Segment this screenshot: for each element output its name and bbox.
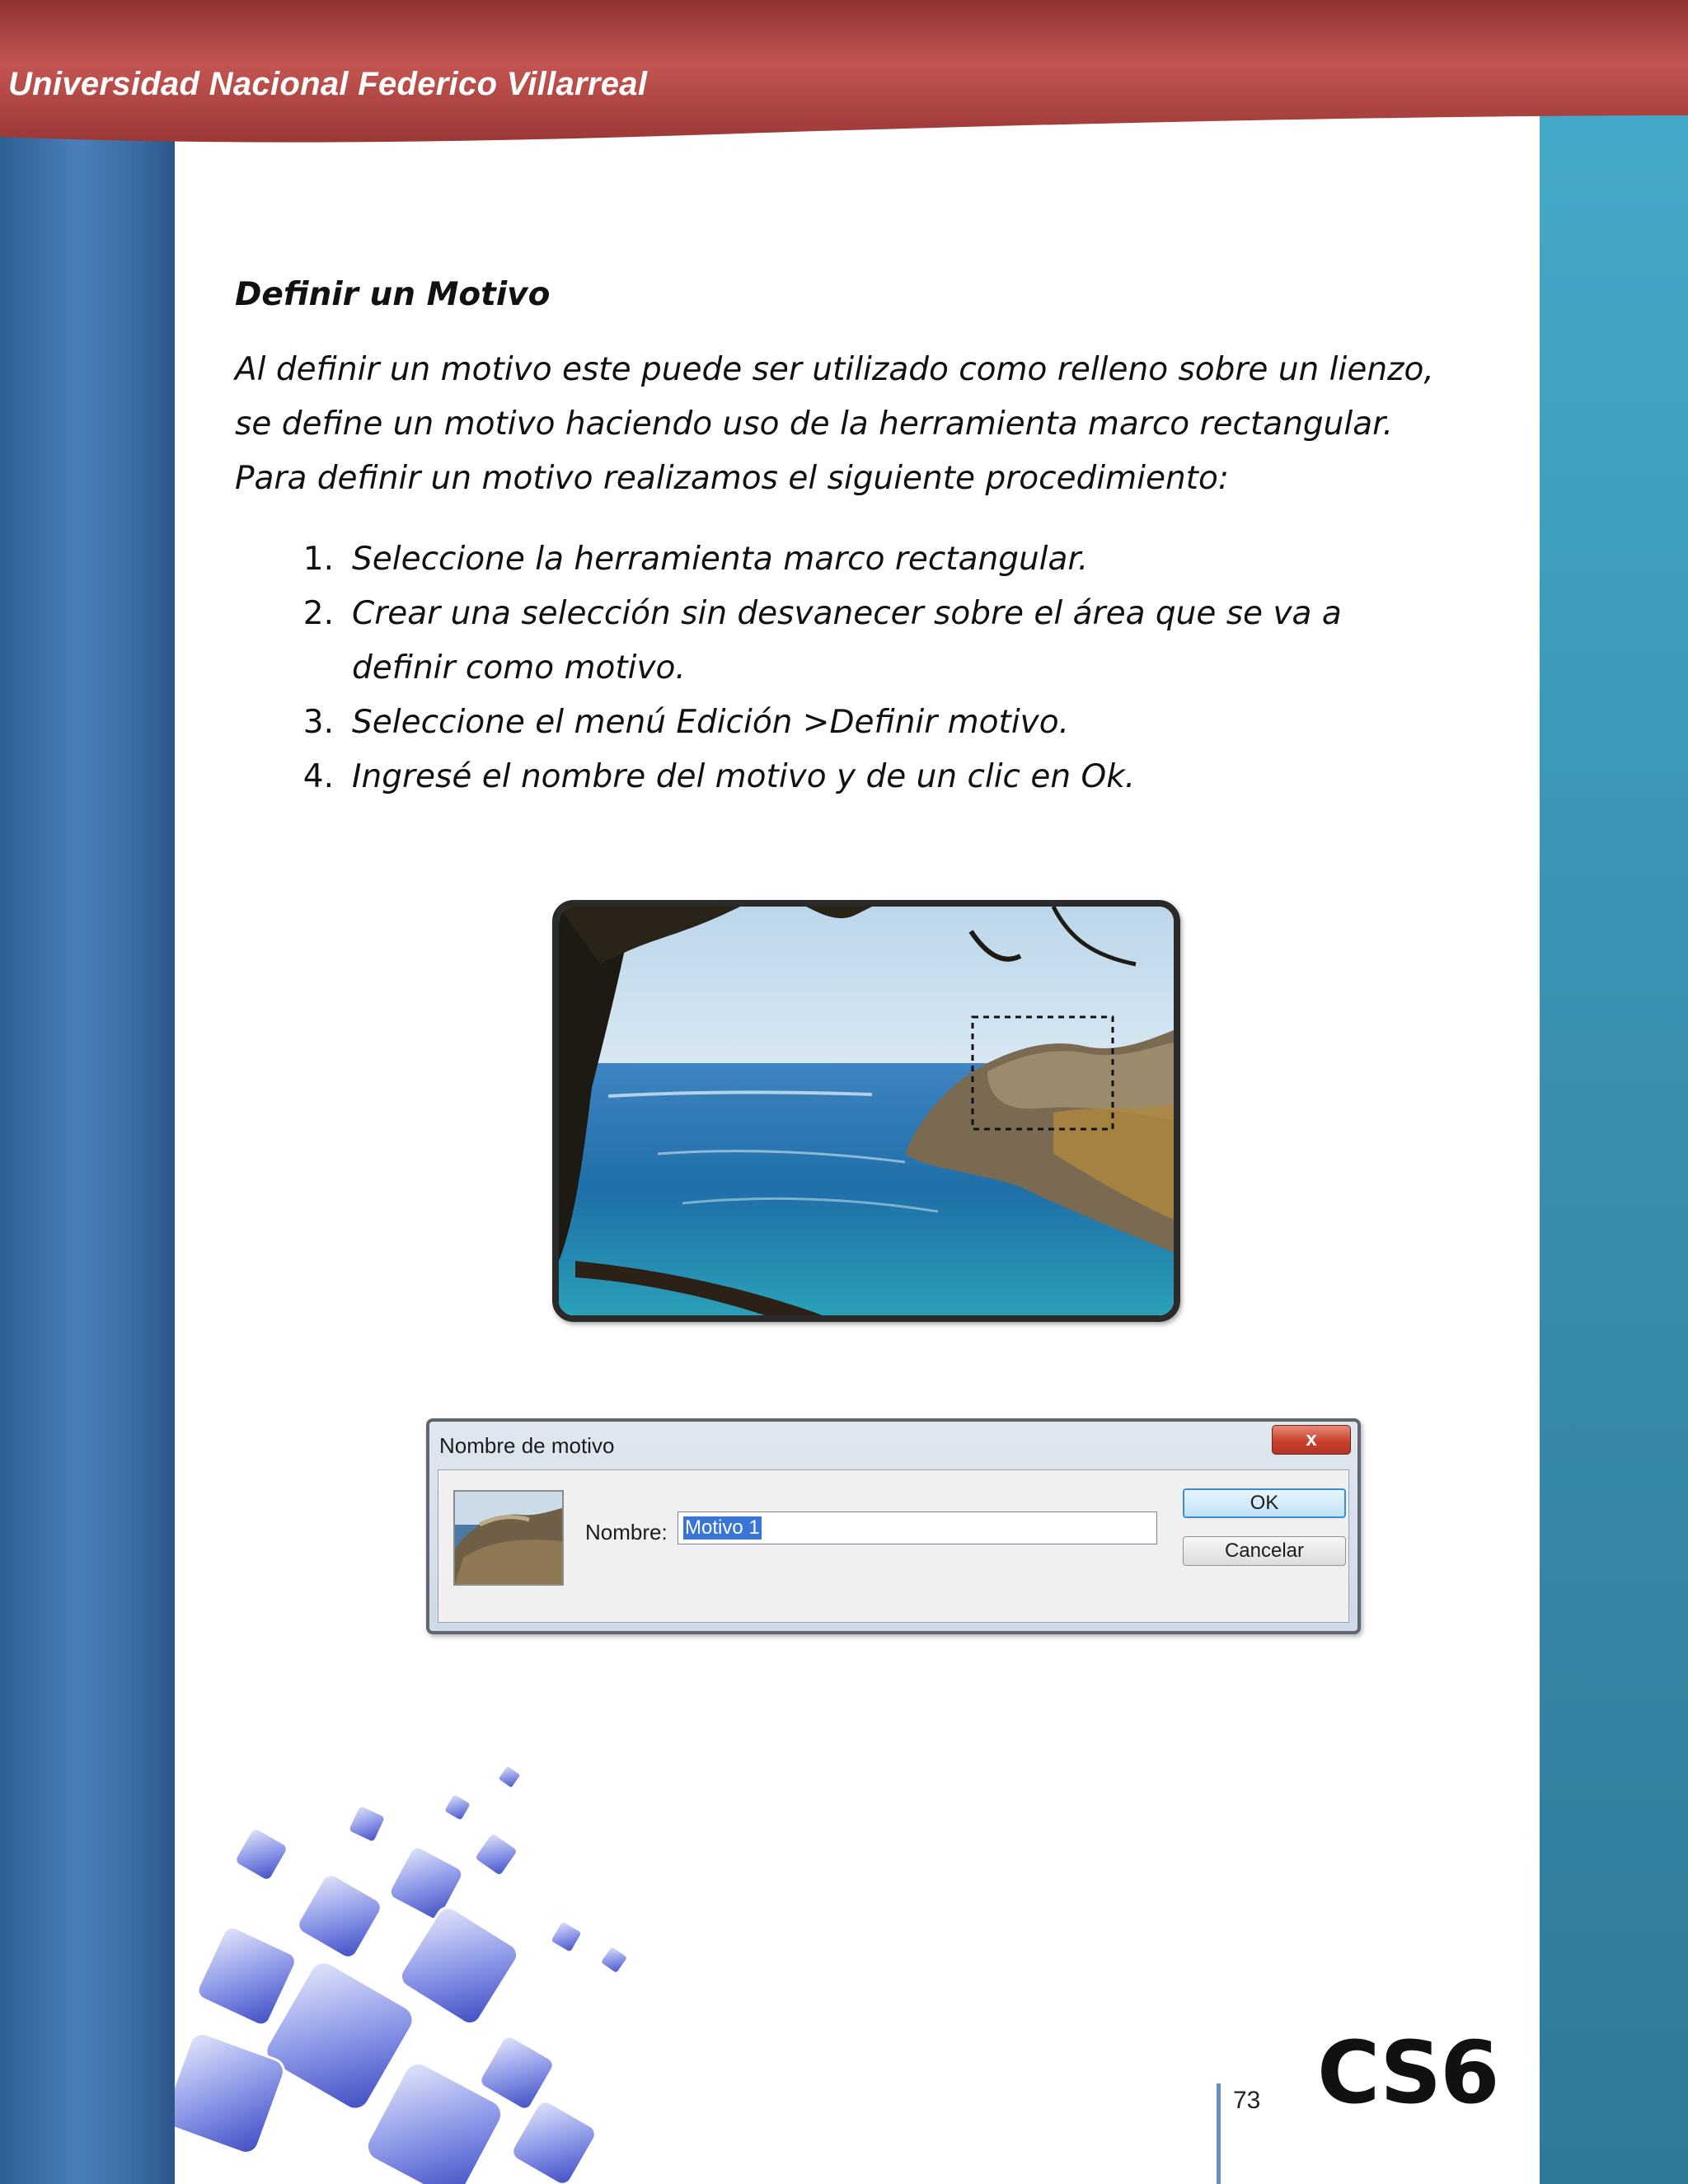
page-number: 73 bbox=[1233, 2087, 1261, 2114]
step-number: 1. bbox=[302, 541, 334, 578]
close-icon: x bbox=[1306, 1428, 1317, 1451]
university-name: Universidad Nacional Federico Villarreal bbox=[8, 66, 648, 102]
name-input[interactable] bbox=[678, 1511, 1157, 1544]
cancel-button[interactable]: Cancelar bbox=[1183, 1536, 1346, 1566]
step-number: 2. bbox=[302, 595, 334, 632]
pattern-thumbnail bbox=[453, 1490, 564, 1586]
page-number-rule bbox=[1217, 2083, 1221, 2184]
cs6-logo-text: CS6 bbox=[1317, 2022, 1498, 2123]
decorative-cubes bbox=[175, 1747, 752, 2184]
main-content bbox=[235, 276, 1471, 804]
list-item bbox=[235, 696, 1471, 750]
list-item bbox=[235, 587, 1471, 696]
left-decorative-band bbox=[0, 115, 175, 2184]
list-item bbox=[235, 532, 1471, 587]
step-number: 3. bbox=[302, 704, 334, 741]
right-decorative-band bbox=[1540, 115, 1688, 2184]
section-title: Definir un Motivo bbox=[235, 276, 551, 313]
step-text: Seleccione el menú Edición >Definir motivo. bbox=[352, 704, 1069, 741]
step-number: 4. bbox=[302, 758, 334, 795]
dialog-body bbox=[438, 1469, 1349, 1623]
steps-list bbox=[235, 532, 1471, 804]
step-text: Seleccione la herramienta marco rectangular. bbox=[352, 541, 1089, 578]
ok-button[interactable]: OK bbox=[1183, 1488, 1346, 1518]
list-item bbox=[235, 750, 1471, 804]
pattern-name-dialog bbox=[426, 1418, 1361, 1634]
name-label: Nombre: bbox=[585, 1520, 668, 1544]
coastal-photo bbox=[552, 900, 1180, 1322]
close-button[interactable] bbox=[1272, 1425, 1351, 1455]
step-text: Ingresé el nombre del motivo y de un clic en Ok. bbox=[352, 758, 1136, 795]
intro-paragraph: Al definir un motivo este puede ser utilizado como relleno sobre un lienzo, se define un motivo haciendo uso de la herramienta marco rectangular. Para definir un motivo realizamos el siguiente procedimiento: bbox=[235, 351, 1434, 497]
name-input-value: Motivo 1 bbox=[685, 1516, 760, 1539]
step-text: Crear una selección sin desvanecer sobre el área que se va a definir como motivo. bbox=[352, 595, 1342, 687]
dialog-title: Nombre de motivo bbox=[439, 1433, 615, 1458]
